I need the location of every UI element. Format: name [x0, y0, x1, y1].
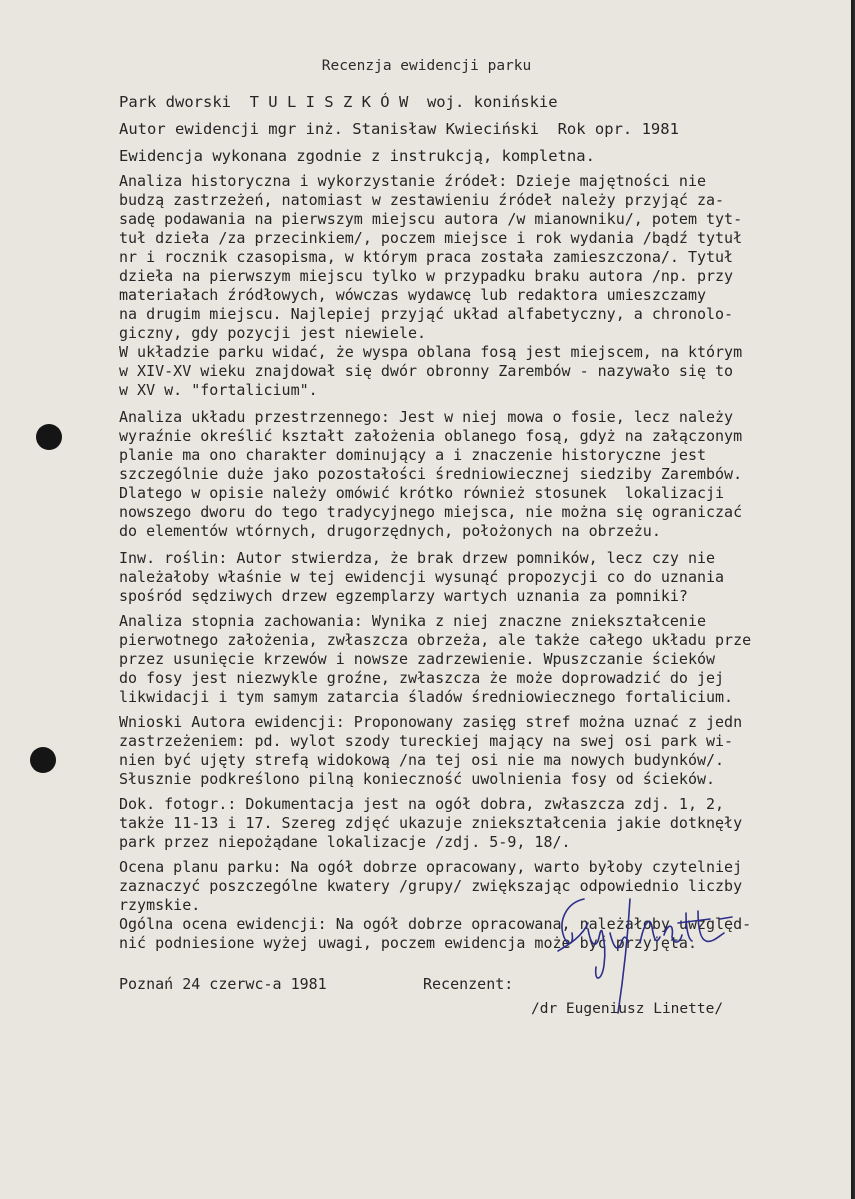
text-line: nien być ujęty strefą widokową /na tej osi nie ma nowych budynków/.: [119, 751, 725, 769]
park-name-line: Park dworski T U L I S Z K Ó W woj. konińskie: [119, 93, 558, 111]
document-title: Recenzja ewidencji parku: [321, 58, 532, 74]
text-line: dzieła na pierwszym miejscu tylko w przypadku braku autora /np. przy: [119, 267, 734, 285]
text-line: park przez niepożądane lokalizacje /zdj. 5-9, 18/.: [119, 833, 571, 851]
text-line: Analiza układu przestrzennego: Jest w niej mowa o fosie, lecz należy: [119, 408, 734, 426]
text-line: giczny, gdy pozycji jest niewiele.: [119, 324, 427, 342]
text-line: sadę podawania na pierwszym miejscu autora /w mianowniku/, potem tyt-: [119, 210, 743, 228]
text-line: Dok. fotogr.: Dokumentacja jest na ogół dobra, zwłaszcza zdj. 1, 2,: [119, 795, 725, 813]
text-line: szczególnie duże jako pozostałości średniowiecznej siedziby Zarembów.: [119, 465, 743, 483]
punch-hole: [30, 747, 56, 773]
author-line: Autor ewidencji mgr inż. Stanisław Kwieciński Rok opr. 1981: [119, 120, 679, 138]
text-line: Analiza stopnia zachowania: Wynika z niej znaczne zniekształcenie: [119, 612, 706, 630]
text-line: w XIV-XV wieku znajdował się dwór obronny Zarembów - nazywało się to: [119, 362, 734, 380]
text-line: Dlatego w opisie należy omówić krótko również stosunek lokalizacji: [119, 484, 725, 502]
text-line: Wnioski Autora ewidencji: Proponowany zasięg stref można uznać z jedn: [119, 713, 743, 731]
text-line: Analiza historyczna i wykorzystanie źródeł: Dzieje majętności nie: [119, 172, 706, 190]
punch-hole: [36, 424, 62, 450]
text-line: zastrzeżeniem: pd. wylot szody tureckiej mający na swej osi park wi-: [119, 732, 734, 750]
text-line: budzą zastrzeżeń, natomiast w zestawieniu źródeł należy przyjąć za-: [119, 191, 725, 209]
text-line: przez usunięcie krzewów i nowsze zadrzewienie. Wpuszczanie ścieków: [119, 650, 716, 668]
text-line: Ogólna ocena ewidencji: Na ogół dobrze opracowana, należałoby uwzględ-: [119, 915, 752, 933]
reviewer-name: /dr Eugeniusz Linette/: [531, 1001, 724, 1017]
text-line: także 11-13 i 17. Szereg zdjęć ukazuje zniekształcenia jakie dotknęły: [119, 814, 743, 832]
text-line: Słusznie podkreślono pilną konieczność uwolnienia fosy od ścieków.: [119, 770, 716, 788]
text-line: do fosy jest niezwykle groźne, zwłaszcza że może doprowadzić do jej: [119, 669, 725, 687]
reviewer-label: Recenzent:: [423, 975, 514, 993]
text-line: Inw. roślin: Autor stwierdza, że brak drzew pomników, lecz czy nie: [119, 549, 716, 567]
text-line: likwidacji i tym samym zatarcia śladów średniowiecznego fortalicium.: [119, 688, 734, 706]
text-line: zaznaczyć poszczególne kwatery /grupy/ zwiększając odpowiednio liczby: [119, 877, 743, 895]
text-line: materiałach źródłowych, wówczas wydawcę lub redaktora umieszczamy: [119, 286, 706, 304]
text-line: Ocena planu parku: Na ogół dobrze opracowany, warto byłoby czytelniej: [119, 858, 743, 876]
text-line: rzymskie.: [119, 896, 201, 914]
text-line: do elementów wtórnych, drugorzędnych, położonych na obrzeżu.: [119, 522, 661, 540]
text-line: na drugim miejscu. Najlepiej przyjąć układ alfabetyczny, a chronolo-: [119, 305, 734, 323]
completeness-line: Ewidencja wykonana zgodnie z instrukcją, kompletna.: [119, 147, 595, 165]
text-line: tuł dzieła /za przecinkiem/, poczem miejsce i rok wydania /bądź tytuł: [119, 229, 743, 247]
text-line: W układzie parku widać, że wyspa oblana fosą jest miejscem, na którym: [119, 343, 743, 361]
text-line: należałoby właśnie w tej ewidencji wysunąć propozycji co do uznania: [119, 568, 725, 586]
text-line: pierwotnego założenia, zwłaszcza obrzeża, ale także całego układu prze: [119, 631, 752, 649]
text-line: wyraźnie określić kształt założenia oblanego fosą, gdyż na załączonym: [119, 427, 743, 445]
text-line: nr i rocznik czasopisma, w którym praca została zamieszczona/. Tytuł: [119, 248, 734, 266]
text-line: planie ma ono charakter dominujący a i znaczenie historyczne jest: [119, 446, 706, 464]
text-line: spośród sędziwych drzew egzemplarzy wartych uznania za pomniki?: [119, 587, 688, 605]
text-line: nić podniesione wyżej uwagi, poczem ewidencja może być przyjęta.: [119, 934, 697, 952]
text-line: nowszego dworu do tego tradycyjnego miejsca, nie można się ograniczać: [119, 503, 743, 521]
text-line: w XV w. "fortalicium".: [119, 381, 318, 399]
place-and-date: Poznań 24 czerwc-a 1981: [119, 975, 327, 993]
